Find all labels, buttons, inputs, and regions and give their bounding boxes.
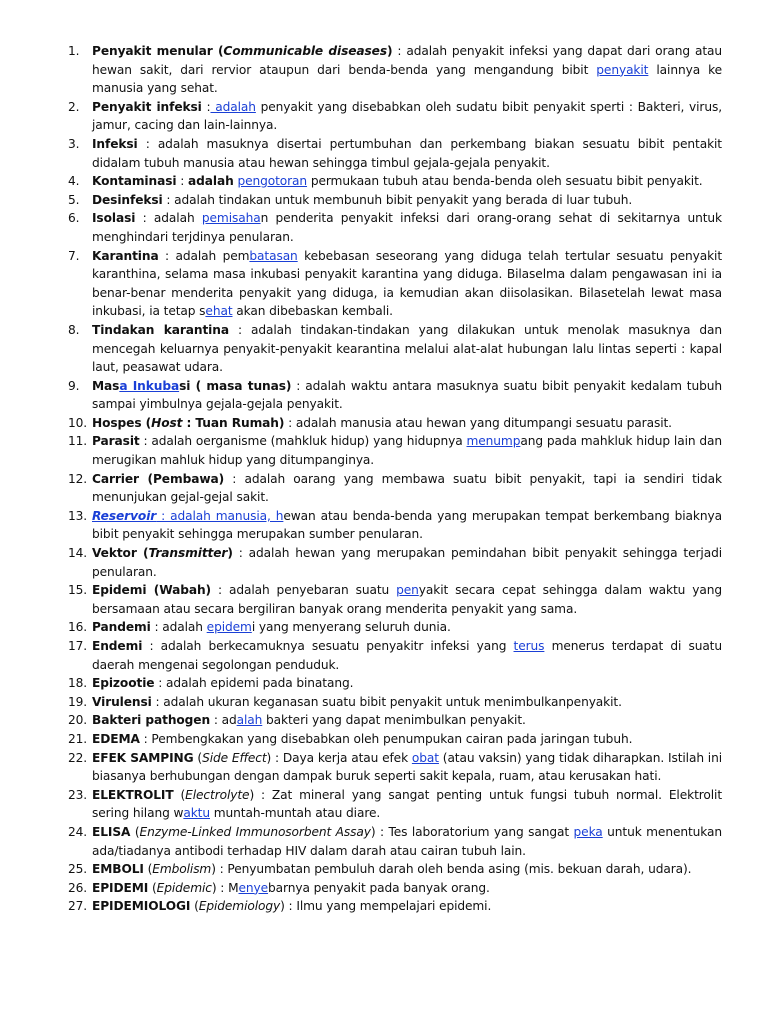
definition-text: Enzyme-Linked Immunosorbent Assay	[139, 824, 371, 839]
term-text: Bakteri pathogen	[92, 713, 211, 728]
glossary-item	[68, 730, 722, 749]
definition-text: (	[190, 899, 199, 914]
definition-text: Side Effect	[202, 750, 267, 765]
glossary-item	[68, 674, 722, 693]
inline-link[interactable]: epidem	[206, 620, 252, 635]
term-text: EFEK SAMPING	[92, 750, 194, 765]
term-text: Isolasi	[92, 211, 136, 226]
definition-text: : adalah berkecamuknya sesuatu penyakitr infeksi yang	[142, 639, 514, 653]
item-number: 5.	[68, 192, 80, 207]
term-text: Transmitter	[148, 546, 228, 561]
inline-link[interactable]: a Inkuba	[119, 378, 180, 393]
item-number: 2.	[68, 99, 80, 114]
term-text: Vektor (	[92, 546, 149, 561]
inline-link[interactable]: peka	[573, 824, 603, 839]
definition-text: (	[148, 880, 157, 895]
definition-text: : adalah oarang yang membawa suatu bibit penyakit, tapi ia sendiri tidak menunjukan gejal-gejal sakit.	[92, 471, 723, 505]
term-text: Karantina	[92, 248, 159, 263]
glossary-list	[68, 42, 722, 916]
definition-text: Epidemiology	[198, 899, 281, 914]
term-text: Carrier (Pembawa)	[92, 471, 225, 486]
definition-text: : adalah manusia atau hewan yang ditumpangi sesuatu parasit.	[284, 415, 672, 430]
glossary-item	[68, 377, 722, 414]
definition-text: muntah-muntah atau diare.	[210, 806, 381, 821]
item-number: 25.	[68, 862, 88, 877]
glossary-item	[68, 637, 722, 674]
term-text: EPIDEMIOLOGI	[92, 899, 191, 914]
definition-text: ) : M	[211, 880, 239, 895]
definition-text: untuk menentukan ada/tiadanya antibodi terhadap HIV dalam darah atau cairan tubuh lain.	[92, 824, 723, 858]
definition-text: ) : Ilmu yang mempelajari epidemi.	[280, 899, 492, 914]
inline-link[interactable]: terus	[513, 639, 545, 653]
definition-text: Embolism	[152, 862, 212, 877]
glossary-item	[68, 879, 722, 898]
term-text: Hospes (	[92, 415, 152, 430]
inline-link[interactable]: aktu	[183, 806, 210, 821]
item-number: 23.	[68, 787, 88, 802]
item-number: 3.	[68, 136, 80, 151]
inline-link[interactable]: ehat	[205, 304, 233, 319]
inline-link[interactable]: pemisaha	[201, 211, 261, 226]
definition-text: :	[201, 99, 211, 114]
term-text: Penyakit menular (	[92, 44, 224, 58]
term-text: Tindakan karantina	[92, 322, 229, 337]
definition-text: (atau vaksin) yang tidak diharapkan. Istilah ini biasanya berhubungan dengan dampak buruk seperti sakit kepala, ruam, atau kerusakan hati.	[92, 750, 723, 784]
definition-text: : Pembengkakan yang disebabkan oleh penumpukan cairan pada jaringan tubuh.	[139, 731, 633, 746]
item-number: 11.	[68, 434, 88, 449]
definition-text: i yang menyerang seluruh dunia.	[251, 620, 451, 635]
item-number: 21.	[68, 731, 88, 746]
definition-text: ) : Penyumbatan pembuluh darah oleh benda asing (mis. bekuan darah, udara).	[211, 862, 692, 877]
glossary-item	[68, 507, 722, 544]
item-number: 18.	[68, 676, 88, 691]
term-text: ELISA	[92, 824, 131, 839]
definition-text: ) : Daya kerja atau efek	[266, 750, 412, 765]
definition-text: menerus terdapat di suatu daerah mengenai segolongan penduduk.	[92, 639, 722, 672]
glossary-item	[68, 860, 722, 879]
item-number: 24.	[68, 824, 88, 839]
definition-text: penyakit yang disebabkan oleh sudatu bibit penyakit sperti : Bakteri, virus, jamur, cacing dan lain-lainnya.	[92, 99, 722, 133]
definition-text: : ad	[210, 713, 237, 728]
glossary-item	[68, 786, 722, 823]
definition-text: : adalah epidemi pada binatang.	[154, 676, 354, 691]
inline-link[interactable]: alah	[236, 713, 263, 728]
definition-text: Epidemic	[156, 880, 212, 895]
term-text: Desinfeksi	[92, 192, 163, 207]
definition-text: n penderita penyakit infeksi dari orang-orang sehat di sekitarnya untuk menghindari terjdinya penularan.	[92, 211, 723, 244]
glossary-item	[68, 135, 722, 172]
item-number: 13.	[68, 508, 88, 523]
definition-text: yakit secara cepat sehingga dalam waktu yang bersamaan atau secara bergiliran banyak orang menderita penyakit yang sama.	[92, 583, 723, 616]
term-text: Virulensi	[92, 694, 152, 709]
inline-link[interactable]: obat	[411, 750, 439, 765]
term-text: adalah	[188, 174, 234, 189]
definition-text: Electrolyte	[185, 787, 250, 802]
item-number: 14.	[68, 546, 88, 561]
term-text: Host	[151, 415, 183, 430]
glossary-item	[68, 749, 722, 786]
inline-link[interactable]: pen	[396, 583, 419, 598]
item-number: 8.	[68, 322, 80, 337]
inline-link[interactable]: adalah	[210, 99, 256, 114]
term-text: EDEMA	[92, 731, 140, 746]
item-number: 16.	[68, 620, 88, 635]
glossary-item	[68, 321, 722, 377]
glossary-item	[68, 414, 722, 433]
term-text: )	[227, 546, 233, 561]
term-text: EMBOLI	[92, 862, 144, 877]
inline-link[interactable]: : adalah manusia, h	[156, 508, 284, 523]
glossary-item	[68, 247, 722, 321]
definition-text: lainnya ke manusia yang sehat.	[92, 62, 723, 96]
definition-text: (	[193, 750, 203, 765]
term-text: Mas	[92, 378, 120, 393]
definition-text: : adalah tindakan untuk membunuh bibit penyakit yang berada di luar tubuh.	[162, 192, 633, 207]
definition-text: : adalah	[150, 620, 207, 635]
glossary-item	[68, 191, 722, 210]
definition-text: : adalah penyebaran suatu	[211, 583, 397, 598]
glossary-item	[68, 432, 722, 469]
glossary-item	[68, 544, 722, 581]
term-text: ELEKTROLIT	[92, 787, 174, 802]
glossary-item	[68, 209, 722, 246]
item-number: 1.	[68, 44, 80, 58]
glossary-item	[68, 618, 722, 637]
definition-text: : adalah oerganisme (mahkluk hidup) yang hidupnya	[139, 434, 467, 449]
term-text: Penyakit infeksi	[92, 99, 202, 114]
item-number: 10.	[68, 415, 88, 430]
term-text: Kontaminasi	[92, 174, 177, 189]
item-number: 26.	[68, 880, 88, 895]
term-text: Pandemi	[92, 620, 151, 635]
item-number: 6.	[68, 211, 80, 226]
glossary-item	[68, 470, 722, 507]
definition-text: (	[143, 862, 153, 877]
definition-text: bakteri yang dapat menimbulkan penyakit.	[262, 713, 526, 728]
inline-link[interactable]: batasan	[249, 248, 298, 263]
inline-link[interactable]: menump	[466, 434, 521, 449]
glossary-item	[68, 823, 722, 860]
definition-text: : adalah tindakan-tindakan yang dilakukan untuk menolak masuknya dan mencegah keluarnya penyakit-penyakit kearantina melalui alat-alat hubungan lalu lintas seperti : kapal laut, peasawat udara.	[92, 322, 722, 375]
item-number: 27.	[68, 899, 88, 914]
item-number: 22.	[68, 750, 88, 765]
inline-link[interactable]: enye	[238, 880, 269, 895]
glossary-item	[68, 581, 722, 618]
definition-text: : adalah ukuran keganasan suatu bibit penyakit untuk menimbulkanpenyakit.	[151, 694, 622, 709]
definition-text: : adalah	[135, 211, 202, 226]
definition-text: :	[176, 174, 189, 189]
term-text: : Tuan Rumah)	[182, 415, 285, 430]
glossary-item	[68, 897, 722, 916]
item-number: 9.	[68, 378, 80, 393]
definition-text: (	[130, 824, 140, 839]
item-number: 4.	[68, 174, 80, 189]
item-number: 20.	[68, 713, 88, 728]
term-text: si ( masa tunas)	[179, 378, 292, 393]
definition-text: barnya penyakit pada banyak orang.	[268, 880, 490, 895]
glossary-item	[68, 693, 722, 712]
term-text: Infeksi	[92, 136, 138, 151]
term-text: EPIDEMI	[92, 880, 149, 895]
term-text: Epizootie	[92, 676, 155, 691]
definition-text: : adalah pem	[158, 248, 250, 263]
glossary-item	[68, 172, 722, 191]
definition-text: : adalah waktu antara masuknya suatu bibit penyakit kedalam tubuh sampai yimbulnya gejala-gejala penyakit.	[92, 378, 722, 412]
definition-text: ) : Zat mineral yang sangat penting untuk fungsi tubuh normal. Elektrolit sering hilang w	[92, 787, 722, 821]
term-text: )	[387, 44, 393, 58]
definition-text: : adalah penyakit infeksi yang dapat dari orang atau hewan sakit, dari rervior ataupun dari benda-benda yang mengandung bibit	[92, 44, 722, 77]
item-number: 15.	[68, 583, 88, 598]
inline-link[interactable]: penyakit	[596, 62, 649, 77]
item-number: 7.	[68, 248, 80, 263]
term-text: Endemi	[92, 639, 143, 653]
definition-text: (	[173, 787, 186, 802]
glossary-item	[68, 98, 722, 135]
glossary-item	[68, 711, 722, 730]
definition-text: ewan atau benda-benda yang merupakan tempat berkembang biaknya bibit penyakit sehingga merupakan sumber penularan.	[92, 508, 722, 542]
inline-link[interactable]: pengotoran	[237, 174, 308, 189]
glossary-item	[68, 42, 722, 98]
definition-text: ) : Tes laboratorium yang sangat	[370, 824, 574, 839]
term-text: Parasit	[92, 434, 140, 449]
inline-link[interactable]: Reservoir	[92, 508, 157, 523]
item-number: 12.	[68, 471, 88, 486]
definition-text: kebebasan seseorang yang diduga telah tertular sesuatu penyakit karanthina, selama masa inkubasi penyakit karantina yang diduga. Bilaselma dalam pengawasan ini ia benar-benar menderita penyakit yang diduga, ia kemudian akan diisolasikan. Bilasetelah lewat masa inkubasi, ia tetap s	[92, 248, 722, 319]
term-text: Communicable diseases	[223, 44, 387, 58]
definition-text: akan dibebaskan kembali.	[232, 304, 393, 319]
definition-text: permukaan tubuh atau benda-benda oleh sesuatu bibit penyakit.	[307, 174, 703, 189]
term-text: Epidemi (Wabah)	[92, 583, 212, 598]
item-number: 17.	[68, 639, 88, 653]
definition-text: ang pada mahkluk hidup lain dan merugikan mahluk hidup yang ditumpanginya.	[92, 434, 722, 468]
item-number: 19.	[68, 694, 88, 709]
definition-text: : adalah masuknya disertai pertumbuhan dan perkembang biakan sesuatu bibit pentakit didalam tubuh manusia atau hewan sehingga timbul gejala-gejala penyakit.	[92, 136, 722, 170]
definition-text: : adalah hewan yang merupakan pemindahan bibit penyakit sehingga terjadi penularan.	[92, 546, 723, 579]
